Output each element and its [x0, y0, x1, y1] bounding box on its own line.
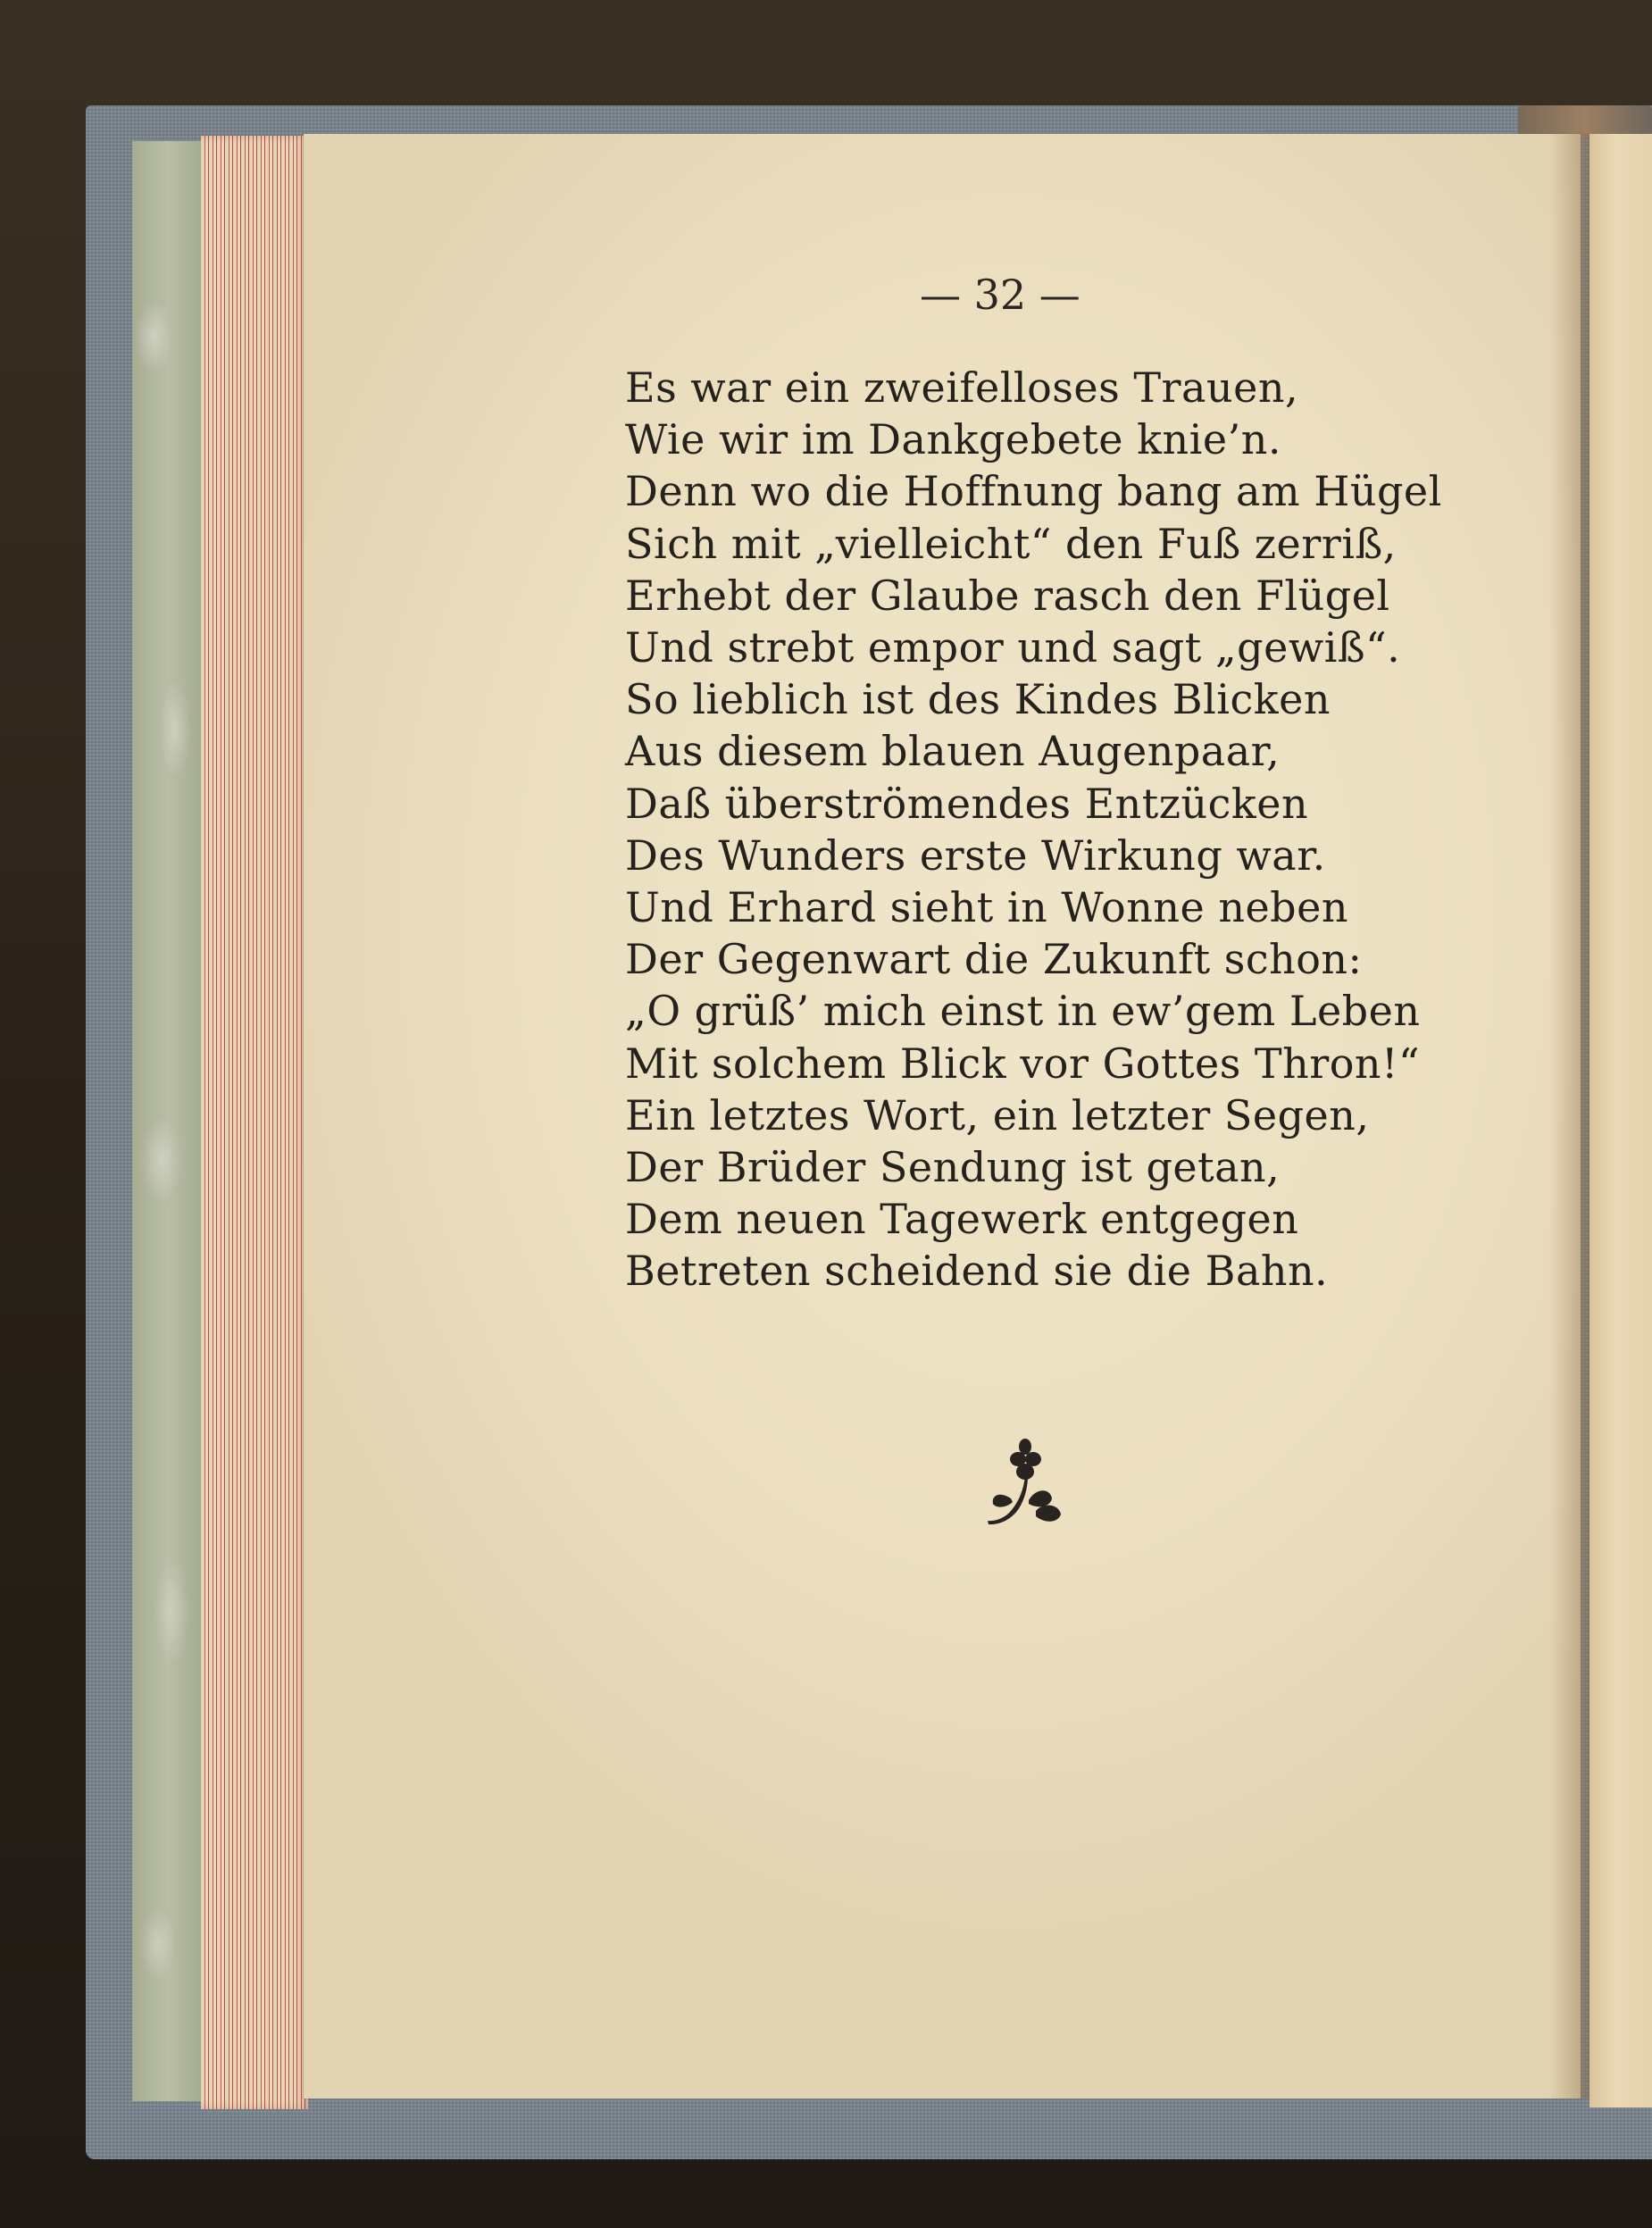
- floral-vignette-icon: [984, 1436, 1070, 1534]
- poem-line: Und strebt empor und sagt „gewiß“.: [625, 623, 1401, 672]
- poem-line: Erhebt der Glaube rasch den Flügel: [625, 571, 1390, 620]
- poem-line: Sich mit „vielleicht“ den Fuß zerriß,: [625, 519, 1397, 568]
- poem-line: Betreten scheidend sie die Bahn.: [625, 1247, 1329, 1296]
- poem-line: So lieblich ist des Kindes Blicken: [625, 675, 1331, 724]
- poem-line: Denn wo die Hoffnung bang am Hügel: [625, 467, 1442, 516]
- poem-line: Dem neuen Tagewerk entgegen: [625, 1195, 1299, 1244]
- poem-line: Der Brüder Sendung ist getan,: [625, 1143, 1281, 1192]
- page-edges: [201, 136, 308, 2109]
- poem-line: Daß überströmendes Entzücken: [625, 779, 1309, 828]
- poem-line: Wie wir im Dankgebete knie’n.: [625, 415, 1281, 464]
- poem-line: Der Gegenwart die Zukunft schon:: [625, 935, 1363, 984]
- page-number: — 32 —: [920, 271, 1080, 319]
- cover-corner: [1518, 105, 1652, 136]
- poem-line: Es war ein zweifelloses Trauen,: [625, 363, 1299, 412]
- poem-line: Und Erhard sieht in Wonne neben: [625, 883, 1348, 932]
- poem-line: Des Wunders erste Wirkung war.: [625, 830, 1326, 880]
- facing-page-edge: [1589, 134, 1652, 2107]
- poem-line: Mit solchem Blick vor Gottes Thron!“: [625, 1039, 1421, 1088]
- poem-line: Ein letztes Wort, ein letzter Segen,: [625, 1090, 1370, 1139]
- poem-text: [625, 362, 1442, 1298]
- poem-line: „O grüß’ mich einst in ew’gem Leben: [625, 987, 1421, 1036]
- poem-line: Aus diesem blauen Augenpaar,: [625, 727, 1281, 776]
- marbled-endpaper: [132, 141, 204, 2101]
